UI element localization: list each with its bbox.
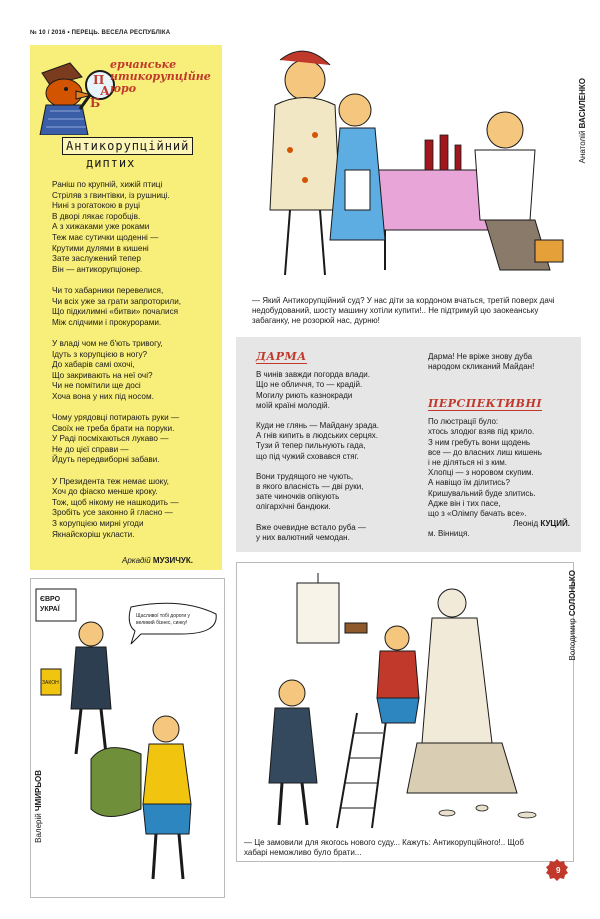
- poem-darma-title: [256, 352, 416, 364]
- poem-title: [62, 137, 222, 171]
- poem-line: Не до цієї справи —: [52, 444, 129, 454]
- poem-line: З корупцією мирні угоди: [52, 519, 144, 528]
- artist-first-name: Валерій: [34, 813, 43, 843]
- cartoon-left-frame: [30, 578, 225, 898]
- svg-text:Б: Б: [90, 96, 101, 110]
- poem-stanza: [52, 477, 218, 541]
- poem-body: [52, 180, 218, 551]
- poem-line: До хабарів самі охочі,: [52, 360, 135, 370]
- poem-line: У владі чом не б'ють тривогу,: [52, 338, 163, 348]
- poem-stanza: [52, 339, 218, 403]
- author-city: м. Вінниця.: [428, 529, 470, 539]
- poem-line: Йдуть передвиборні забави.: [52, 455, 160, 465]
- cartoon-right-frame: [236, 562, 574, 862]
- poem-darma: [256, 352, 416, 543]
- poem-panel: [30, 45, 222, 570]
- poem-line: Що не обличчя, то — крадій.: [256, 380, 363, 390]
- poem-title-line2: диптих: [86, 156, 136, 170]
- poem-line: З ним гребуть вони щодень: [428, 437, 531, 447]
- poem-line: Своїх не треба брати на поруки.: [52, 423, 175, 433]
- poem-line: У Раді посміхаються лукаво —: [52, 434, 169, 444]
- poem-line: Крутими дулями в кишені: [52, 243, 149, 253]
- cartoon-bonus-illustration: [31, 579, 224, 897]
- poem-line: Тож, щоб нікому не нашкодить —: [52, 497, 179, 507]
- poem-line: Раніш по крупній, хижій птиці: [52, 180, 163, 189]
- poem-line: По люстрації було:: [428, 417, 499, 427]
- poem-line: Адже він і тих пасе,: [428, 498, 501, 508]
- poem-line: Чи не помітили ще досі: [52, 381, 141, 391]
- poem-line: Між слідчими і прокурорами.: [52, 317, 162, 327]
- poem-perspektyvni: [428, 399, 578, 540]
- poem-line: Чи всіх уже за грати запроторили,: [52, 296, 182, 306]
- poem-line: Якнайскоріш укласти.: [52, 529, 135, 539]
- svg-text:УКРАЇ: УКРАЇ: [40, 606, 60, 613]
- poem-title-line1: Антикорупційний: [62, 137, 193, 155]
- poem-line: що під чужий сховався стяг.: [256, 451, 359, 461]
- poem-line: Хоч до фіаско менше кроку.: [52, 487, 158, 497]
- poem-line: в якого власність — дві руки,: [256, 482, 364, 492]
- author-last-name: МУЗИЧУК.: [152, 556, 194, 565]
- poem-line: Теж має сутички щоденні —: [52, 232, 159, 242]
- poem-line: А навіщо їм ділитись?: [428, 478, 510, 488]
- poem-perspektyvni-title-text: ПЕРСПЕКТИВНІ: [428, 397, 543, 410]
- poem-darma-title-text: ДАРМА: [256, 350, 307, 363]
- author-first-name: Леонід: [513, 519, 539, 529]
- poem-line: хтось злодюг взяв під крило.: [428, 427, 535, 437]
- poems-grey-block: [236, 337, 581, 552]
- svg-text:А: А: [100, 84, 110, 98]
- poem-stanza: [52, 413, 218, 466]
- poem-line: Тузи й тепер пильнують гада,: [256, 441, 366, 451]
- poem-line: Могилу риють казнокради: [256, 390, 353, 400]
- left-cartoon-artist: [34, 770, 43, 843]
- poem-line: Чому урядовці потирають руки —: [52, 413, 180, 423]
- top-cartoon-caption: — Який Антикорупційний суд? У нас діти за кордоном вчаться, третій поверх дачі недобудований, шосту машину хотіли купити!.. Не підтримуй цю заокеанську забаганку, не розорюй нас, дурню!: [252, 296, 555, 325]
- cartoon-family-illustration: [245, 40, 570, 290]
- poem-line: олігархічні бандюки.: [256, 502, 331, 512]
- svg-text:Щасливої тобі дороги у: Щасливої тобі дороги у: [136, 613, 191, 619]
- poem-line: народом скликаний Майдан!: [428, 362, 535, 372]
- poem-line: Ідуть з корупцією в ногу?: [52, 349, 148, 359]
- poem-line: Куди не глянь — Майдану зрада.: [256, 421, 379, 431]
- poem-line: Вже очевидне встало руба —: [256, 522, 366, 532]
- artist-last-name: СОЛОНЬКО: [568, 570, 577, 617]
- poem-line: що з «Олімпу бачать все».: [428, 509, 527, 519]
- poem-line: А гнів кипить в людських серцях.: [256, 431, 378, 441]
- artist-last-name: ВАСИЛЕНКО: [578, 78, 587, 129]
- artist-first-name: Анатолій: [578, 130, 587, 164]
- page-number: 9: [556, 866, 561, 875]
- svg-text:великий бізнес, синку!: великий бізнес, синку!: [136, 620, 188, 626]
- poem-line: моїй країні молодій.: [256, 400, 330, 410]
- poem-line: все — до власних лиш кишень: [428, 447, 542, 457]
- top-cartoon-artist: [578, 78, 587, 163]
- poem-author: [122, 556, 193, 565]
- poem-line: В чинів завжди погорда влади.: [256, 370, 370, 380]
- poem-line: Зробіть усе законно й гласно —: [52, 508, 173, 518]
- logo-text: [110, 59, 211, 95]
- artist-first-name: Володимир: [568, 618, 577, 661]
- poem-line: Він — антикорупціонер.: [52, 264, 143, 274]
- svg-text:ЗАКОН: ЗАКОН: [42, 680, 59, 686]
- poem-line: зате чиночків опікують: [256, 492, 340, 502]
- pab-logo: [30, 45, 222, 140]
- logo-line: ерчанське: [110, 58, 177, 71]
- page-header: № 10 / 2016 • ПЕРЕЦЬ. ВЕСЕЛА РЕСПУБЛІКА: [30, 30, 171, 36]
- logo-line: нтикорупційне: [110, 70, 211, 83]
- poem-line: У Президента теж немає шоку,: [52, 476, 169, 486]
- poem-line: А з хижаками уже роками: [52, 222, 150, 232]
- author-last-name: КУЦИЙ.: [540, 519, 570, 529]
- poem-line: Зате заслужений тепер: [52, 254, 141, 264]
- poem-line: Вони трудящого не чують,: [256, 471, 354, 481]
- poem-line: Кришувальний буде злитись.: [428, 488, 536, 498]
- poem-line: Що закривають на неї очі?: [52, 370, 153, 380]
- poem-line: Нині з рогатокою в руці: [52, 201, 140, 211]
- poem-line: Чи то хабарники перевелися,: [52, 285, 164, 295]
- poem-stanza: [52, 286, 218, 328]
- right-cartoon-caption: — Це замовили для якогось нового суду... Кажуть: Антикорупційного!.. Щоб хабарі неможливо було брати...: [244, 838, 524, 857]
- poem-perspektyvni-title: [428, 399, 578, 411]
- poem-line: В дворі лякає горобців.: [52, 211, 141, 221]
- poem-line: Хлопці — з норовом скупим.: [428, 468, 534, 478]
- svg-text:П: П: [93, 73, 105, 87]
- poem-stanza: [52, 180, 218, 275]
- poem-darma-ending: [428, 352, 578, 372]
- poem-line: Стріляв з гвинтівки, із рушниці.: [52, 190, 170, 200]
- logo-line: юро: [110, 82, 137, 95]
- fox-detective-icon: [30, 55, 122, 135]
- svg-text:ЄВРО: ЄВРО: [40, 596, 61, 603]
- artist-last-name: ЧМИРЬОВ: [34, 770, 43, 812]
- poem-line: у них валютний чемодан.: [256, 532, 350, 542]
- author-first-name: Аркадій: [122, 556, 151, 565]
- poem-line: Дарма! Не вріже знову дуба: [428, 352, 533, 361]
- poem-perspektyvni-author: [428, 519, 570, 529]
- poem-line: Хоча вона у них під носом.: [52, 391, 154, 401]
- poem-line: Що підкилимні «битви» почалися: [52, 307, 179, 317]
- cartoon-statue-illustration: [237, 563, 573, 861]
- poem-line: і не діляться ні з ким.: [428, 458, 507, 468]
- right-cartoon-artist: [568, 570, 577, 661]
